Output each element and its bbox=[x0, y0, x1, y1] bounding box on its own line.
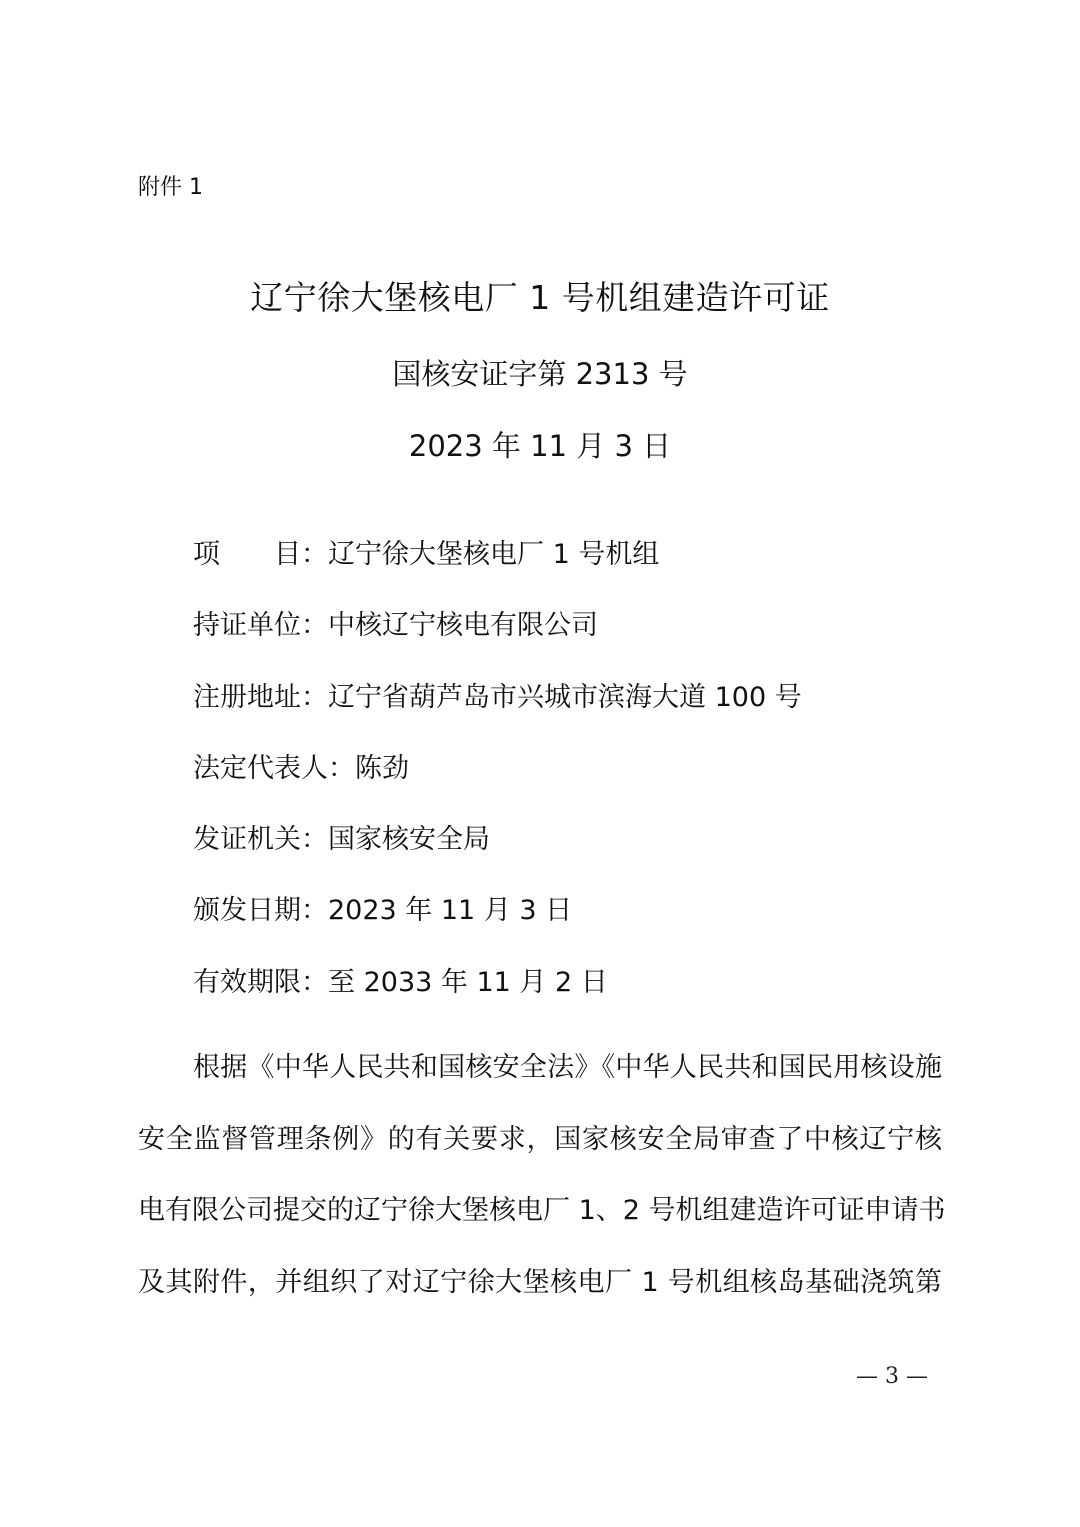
field-validity-value: 至 2033 年 11 月 2 日 bbox=[328, 966, 608, 998]
license-fields bbox=[193, 533, 953, 1032]
field-project-value: 辽宁徐大堡核电厂 1 号机组 bbox=[328, 539, 660, 570]
field-legal-rep bbox=[193, 747, 953, 818]
field-issuer-label: 发证机关： bbox=[193, 824, 328, 856]
document-title: 辽宁徐大堡核电厂 1 号机组建造许可证 bbox=[250, 278, 830, 317]
field-issue-date-value: 2023 年 11 月 3 日 bbox=[328, 895, 573, 927]
field-address-value: 辽宁省葫芦岛市兴城市滨海大道 100 号 bbox=[328, 681, 802, 713]
field-validity bbox=[193, 961, 953, 1032]
field-project-label-b: 目： bbox=[274, 539, 328, 570]
field-legal-rep-value: 陈劲 bbox=[355, 752, 409, 784]
field-holder-value: 中核辽宁核电有限公司 bbox=[328, 610, 598, 642]
body-paragraph bbox=[138, 1032, 946, 1318]
field-address bbox=[193, 676, 953, 747]
body-line: 根据《中华人民共和国核安全法》《中华人民共和国民用核设施 bbox=[193, 1052, 942, 1083]
field-validity-label: 有效期限： bbox=[193, 966, 328, 998]
field-project-label-a: 项 bbox=[193, 539, 220, 570]
field-legal-rep-label: 法定代表人： bbox=[193, 752, 355, 784]
page-number: — 3 — bbox=[856, 1364, 928, 1389]
license-number: 国核安证字第 2313 号 bbox=[392, 357, 688, 391]
attachment-label: 附件 1 bbox=[138, 175, 203, 200]
body-line: 安全监督管理条例》的有关要求，国家核安全局审查了中核辽宁核 bbox=[138, 1123, 942, 1155]
field-holder bbox=[193, 604, 953, 675]
field-issuer bbox=[193, 818, 953, 889]
field-holder-label: 持证单位： bbox=[193, 610, 328, 642]
body-line: 及其附件，并组织了对辽宁徐大堡核电厂 1 号机组核岛基础浇筑第 bbox=[138, 1266, 942, 1298]
license-date: 2023 年 11 月 3 日 bbox=[408, 429, 672, 463]
field-address-label: 注册地址： bbox=[193, 681, 328, 713]
field-project bbox=[193, 533, 953, 604]
field-issuer-value: 国家核安全局 bbox=[328, 824, 490, 856]
field-issue-date bbox=[193, 889, 953, 960]
body-line: 电有限公司提交的辽宁徐大堡核电厂 1、2 号机组建造许可证申请书 bbox=[138, 1195, 946, 1226]
field-issue-date-label: 颁发日期： bbox=[193, 895, 328, 927]
